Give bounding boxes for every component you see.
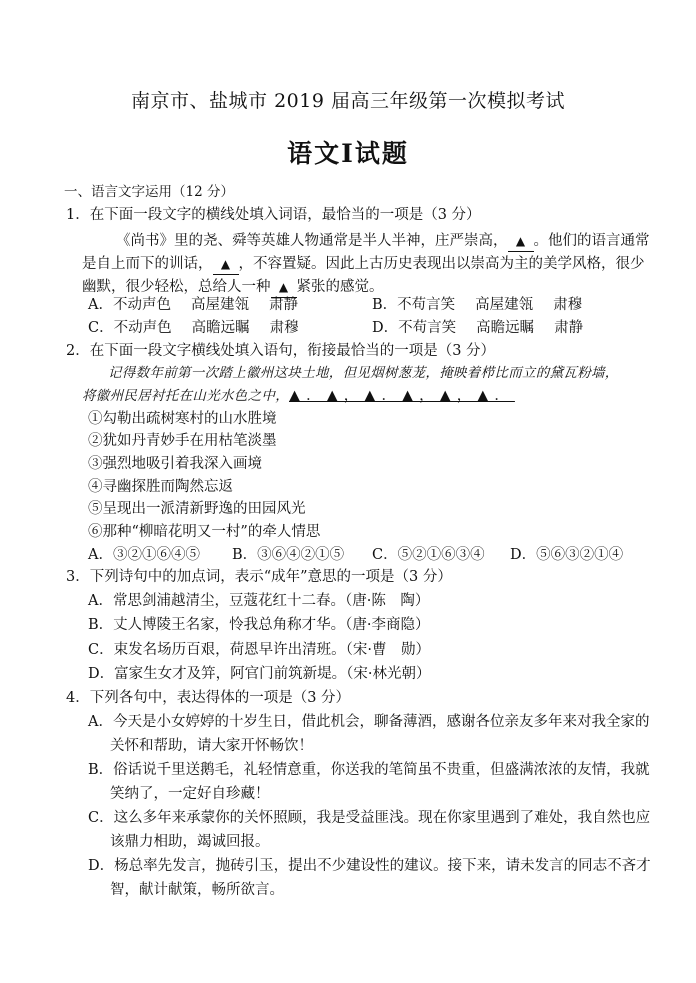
option-word: 高屋建瓴 (475, 297, 534, 313)
q1-option-a (88, 295, 298, 315)
q3-option-a: A．常思剑浦越清尘，豆蔻花红十二春。（唐·陈 陶） (88, 593, 430, 609)
option-word: 不苟言笑 (398, 320, 457, 336)
q1-passage-line2 (82, 254, 645, 275)
blank-triangle-icon: ▲ (515, 234, 526, 248)
q4-option-d-line1: D．杨总率先发言，抛砖引玉，提出不少建设性的建议。接下来，请未发言的同志不吝才 (88, 858, 651, 874)
q4-option-c-line1: C．这么多年来承蒙你的关怀照顾，我是受益匪浅。现在你家里遇到了难处，我自然也应 (88, 810, 651, 826)
q1-passage-line1 (116, 231, 650, 252)
q4-option-d-line2: 智，献计献策，畅所欲言。 (110, 882, 284, 898)
q2-blanks: ▲．▲，▲．▲，▲，▲． (289, 388, 515, 404)
option-word: 高瞻远瞩 (476, 320, 535, 336)
q1-stem: 1．在下面一段文字的横线处填入词语，最恰当的一项是（3 分） (66, 207, 481, 223)
option-word: 不动声色 (112, 297, 171, 313)
q2-stem: 2．在下面一段文字横线处填入语句，衔接最恰当的一项是（3 分） (66, 343, 496, 359)
subject-title: 语文Ⅰ试题 (287, 139, 409, 168)
option-letter: B． (372, 297, 398, 313)
q4-option-b-line1: B．俗话说千里送鹅毛，礼轻情意重，你送我的笔简虽不贵重，但盛满浓浓的友情，我就 (88, 762, 650, 778)
q1-text-e: 幽默，很少轻松，总给人一种 (82, 279, 271, 295)
q2-option-c: C．⑤②①⑥③④ (372, 547, 485, 563)
q4-option-a-line2: 关怀和帮助，请大家开怀畅饮！ (110, 738, 313, 754)
section-heading: 一、语言文字运用（12 分） (64, 184, 234, 200)
q1-option-b (372, 295, 582, 315)
option-word: 肃穆 (269, 320, 299, 336)
q1-option-d (372, 318, 583, 338)
q2-item-4: ④寻幽探胜而陶然忘返 (88, 479, 233, 495)
q2-passage-line2 (82, 386, 515, 406)
q4-stem: 4．下列各句中，表达得体的一项是（3 分） (66, 690, 351, 706)
q2-passage-text: 将徽州民居衬托在山光水色之中， (82, 388, 289, 404)
option-word: 不苟言笑 (397, 297, 456, 313)
blank-triangle-icon: ▲ (278, 280, 289, 294)
q1-text-a: 《尚书》里的尧、舜等英雄人物通常是半人半神，庄严崇高， (116, 233, 508, 249)
q3-stem: 3．下列诗句中的加点词，表示“成年”意思的一项是（3 分） (66, 569, 452, 585)
q3-option-d: D．富家生女才及笄，阿官门前筑新堤。（宋·林光朝） (88, 666, 431, 682)
q2-option-a: A．③②①⑥④⑤ (88, 547, 200, 563)
option-word: 高瞻远瞩 (191, 320, 250, 336)
option-word: 不动声色 (113, 320, 172, 336)
q2-item-2: ②犹如丹青妙手在用枯笔淡墨 (88, 433, 277, 449)
q2-item-5: ⑤呈现出一派清新野逸的田园风光 (88, 501, 306, 517)
q1-text-b: 。他们的语言通常 (533, 233, 650, 249)
q2-item-3: ③强烈地吸引着我深入画境 (88, 456, 262, 472)
q2-option-d: D．⑤⑥③②①④ (510, 547, 624, 563)
option-word: 肃静 (268, 297, 298, 313)
q2-passage-line1: 记得数年前第一次踏上徽州这块土地，但见烟树葱茏，掩映着栉比而立的黛瓦粉墙， (108, 365, 619, 381)
exam-title: 南京市、盐城市 2019 届高三年级第一次模拟考试 (131, 90, 565, 112)
q1-text-c: 是自上而下的训话， (82, 256, 213, 272)
option-word: 高屋建瓴 (190, 297, 249, 313)
option-word: 肃穆 (553, 297, 583, 313)
q1-text-f: 紧张的感觉。 (296, 279, 384, 295)
q4-option-c-line2: 该鼎力相助，竭诚回报。 (110, 834, 270, 850)
q2-option-b: B．③⑥④②①⑤ (232, 547, 345, 563)
option-word: 肃静 (554, 320, 584, 336)
q1-blank-1 (508, 231, 534, 252)
option-letter: A． (88, 297, 113, 313)
q3-option-b: B．丈人博陵王名家，怜我总角称才华。（唐·李商隐） (88, 617, 430, 633)
q1-text-d: ，不容置疑。因此上古历史表现出以崇高为主的美学风格，很少 (238, 256, 645, 272)
q1-blank-2 (213, 254, 239, 275)
option-letter: C． (88, 320, 114, 336)
q1-option-c (88, 318, 299, 338)
q2-item-1: ①勾勒出疏树寒村的山水胜境 (88, 411, 277, 427)
blank-triangle-icon: ▲ (220, 257, 231, 271)
q4-option-b-line2: 笑纳了，一定好自珍藏！ (110, 786, 270, 802)
q3-option-c: C．束发名场历百艰，荷恩早许出清班。（宋·曹 勋） (88, 642, 430, 658)
q4-option-a-line1: A．今天是小女婷婷的十岁生日，借此机会，聊备薄酒，感谢各位亲友多年来对我全家的 (88, 714, 650, 730)
option-letter: D． (372, 320, 399, 336)
q2-item-6: ⑥那种“柳暗花明又一村”的牵人情思 (88, 524, 321, 540)
